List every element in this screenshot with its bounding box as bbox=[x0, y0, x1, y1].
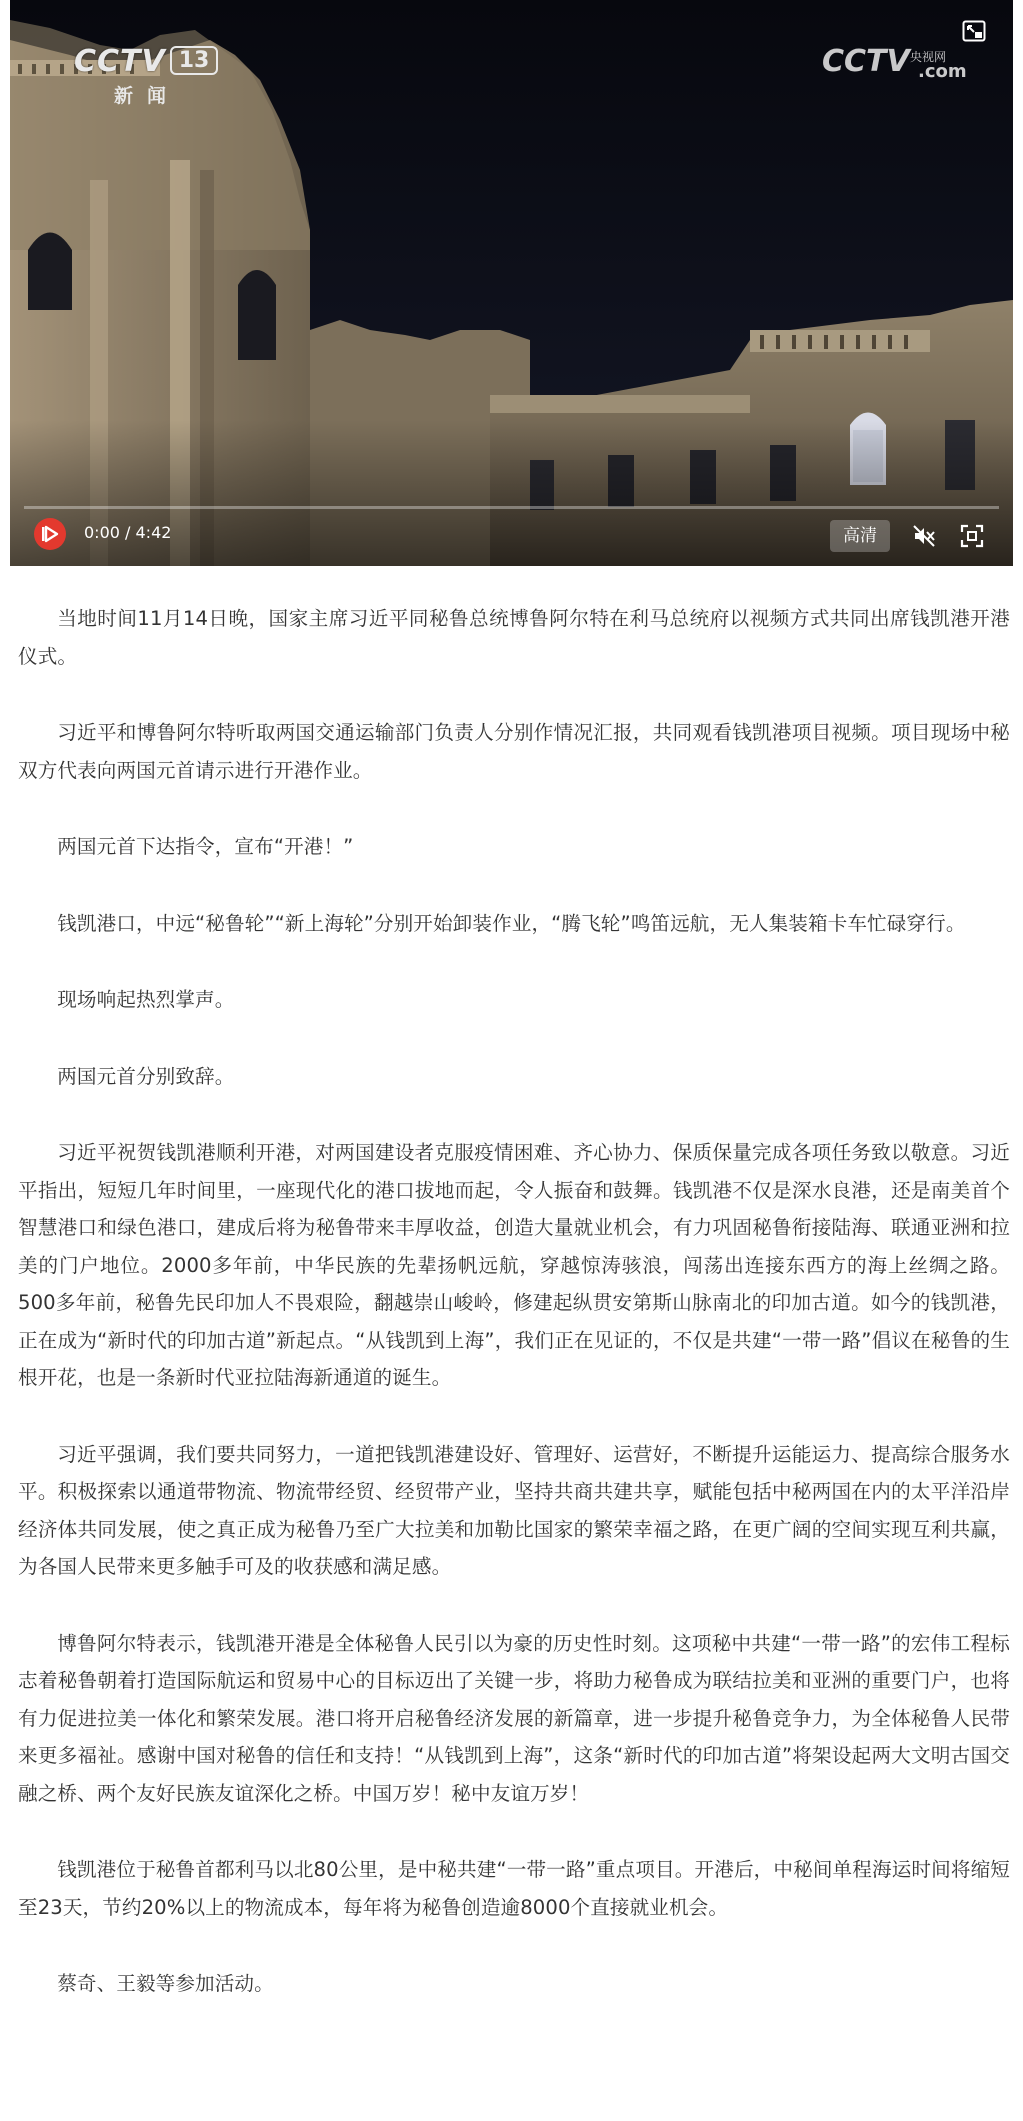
watermark-site-name: 央视网 bbox=[910, 50, 947, 64]
article-paragraph: 习近平祝贺钱凯港顺利开港，对两国建设者克服疫情困难、齐心协力、保质保量完成各项任务致以敬意。习近平指出，短短几年时间里，一座现代化的港口拔地而起，令人振奋和鼓舞。钱凯港不仅是深水良港，还是南美首个智慧港口和绿色港口，建成后将为秘鲁带来丰厚收益，创造大量就业机会，有力巩固秘鲁衔接陆海、联通亚洲和拉美的门户地位。2000多年前，中华民族的先辈扬帆远航，穿越惊涛骇浪，闯荡出连接东西方的海上丝绸之路。500多年前，秘鲁先民印加人不畏艰险，翻越崇山峻岭，修建起纵贯安第斯山脉南北的印加古道。如今的钱凯港，正在成为“新时代的印加古道”新起点。“从钱凯到上海”，我们正在见证的，不仅是共建“一带一路”倡议在秘鲁的生根开花，也是一条新时代亚拉陆海新通道的诞生。 bbox=[18, 1141, 1010, 1389]
watermark-logo-mark: CCTV bbox=[822, 44, 910, 79]
video-player[interactable] bbox=[10, 0, 1013, 566]
article-paragraph: 两国元首下达指令，宣布“开港！” bbox=[57, 835, 354, 858]
channel-number: 13 bbox=[170, 46, 219, 75]
article-paragraph: 现场响起热烈掌声。 bbox=[57, 988, 235, 1011]
cctv13-channel-logo bbox=[74, 44, 218, 108]
video-progress-bar[interactable] bbox=[24, 506, 999, 509]
play-button[interactable] bbox=[34, 518, 66, 550]
article-paragraph: 当地时间11月14日晚，国家主席习近平同秘鲁总统博鲁阿尔特在利马总统府以视频方式共同出席钱凯港开港仪式。 bbox=[18, 607, 1010, 668]
article-paragraph: 习近平强调，我们要共同努力，一道把钱凯港建设好、管理好、运营好，不断提升运能运力、提高综合服务水平。积极探索以通道带物流、物流带经贸、经贸带产业，坚持共商共建共享，赋能包括中秘两国在内的太平洋沿岸经济体共同发展，使之真正成为秘鲁乃至广大拉美和加勒比国家的繁荣幸福之路，在更广阔的空间实现互利共赢，为各国人民带来更多触手可及的收获感和满足感。 bbox=[18, 1442, 1010, 1578]
article-body bbox=[18, 600, 1010, 2042]
video-time-display: 0:00 / 4:42 bbox=[84, 523, 172, 542]
article-paragraph: 钱凯港位于秘鲁首都利马以北80公里，是中秘共建“一带一路”重点项目。开港后，中秘间单程海运时间将缩短至23天，节约20%以上的物流成本，每年将为秘鲁创造逾8000个直接就业机会。 bbox=[18, 1858, 1010, 1919]
article-paragraph: 博鲁阿尔特表示，钱凯港开港是全体秘鲁人民引以为豪的历史性时刻。这项秘中共建“一带一路”的宏伟工程标志着秘鲁朝着打造国际航运和贸易中心的目标迈出了关键一步，将助力秘鲁成为联结拉美和亚洲的重要门户，也将有力促进拉美一体化和繁荣发展。港口将开启秘鲁经济发展的新篇章，进一步提升秘鲁竞争力，为全体秘鲁人民带来更多福祉。感谢中国对秘鲁的信任和支持！“从钱凯到上海”，这条“新时代的印加古道”将架设起两大文明古国交融之桥、两个友好民族友谊深化之桥。中国万岁！秘中友谊万岁！ bbox=[18, 1631, 1010, 1805]
article-paragraph: 钱凯港口，中远“秘鲁轮”“新上海轮”分别开始卸装作业，“腾飞轮”鸣笛远航，无人集装箱卡车忙碌穿行。 bbox=[57, 911, 966, 935]
article-paragraph: 两国元首分别致辞。 bbox=[57, 1064, 235, 1088]
cctv-logo-mark: CCTV bbox=[74, 44, 166, 79]
cctv-com-watermark bbox=[822, 44, 967, 82]
volume-muted-icon[interactable] bbox=[910, 522, 938, 550]
channel-name: 新闻 bbox=[114, 85, 181, 107]
watermark-domain: .com bbox=[918, 61, 967, 82]
fullscreen-icon[interactable] bbox=[958, 522, 986, 550]
play-icon bbox=[34, 518, 66, 550]
quality-button[interactable]: 高清 bbox=[830, 520, 890, 552]
pip-icon[interactable] bbox=[962, 20, 986, 42]
article-paragraph: 习近平和博鲁阿尔特听取两国交通运输部门负责人分别作情况汇报，共同观看钱凯港项目视频。项目现场中秘双方代表向两国元首请示进行开港作业。 bbox=[18, 721, 1010, 782]
article-paragraph: 蔡奇、王毅等参加活动。 bbox=[57, 1972, 274, 1995]
